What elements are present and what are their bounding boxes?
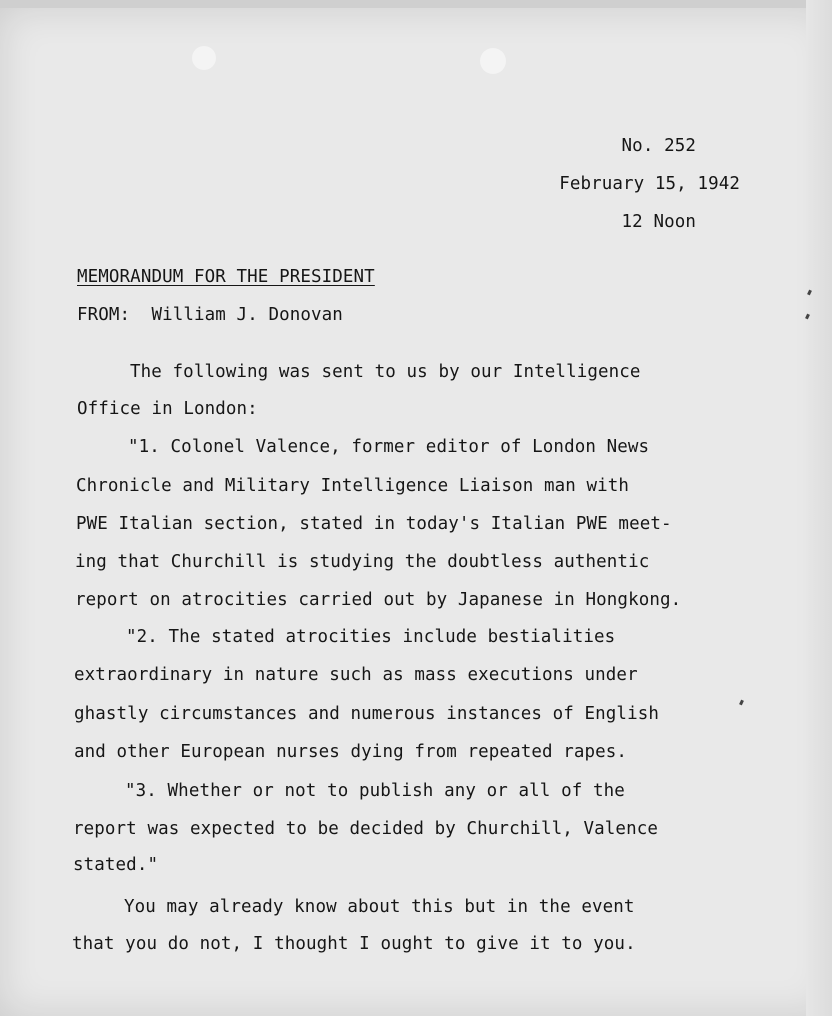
memo-title: MEMORANDUM FOR THE PRESIDENT (77, 267, 375, 287)
body-line: The following was sent to us by our Intelligence (130, 362, 641, 382)
body-line: "3. Whether or not to publish any or all of the (125, 781, 625, 801)
scan-right-edge (806, 0, 832, 1016)
from-line (77, 305, 343, 325)
body-line: PWE Italian section, stated in today's Italian PWE meet- (76, 514, 672, 534)
body-line: that you do not, I thought I ought to give it to you. (72, 934, 636, 954)
body-line: Chronicle and Military Intelligence Liaison man with (76, 476, 630, 496)
from-label: FROM: (77, 305, 131, 325)
paper-blemish (480, 48, 506, 74)
body-line: "1. Colonel Valence, former editor of London News (128, 437, 650, 457)
memo-date: February 15, 1942 (559, 174, 740, 194)
body-line: extraordinary in nature such as mass executions under (74, 665, 638, 685)
body-line: report on atrocities carried out by Japanese in Hongkong. (75, 590, 682, 610)
body-line: ghastly circumstances and numerous instances of English (74, 704, 659, 724)
body-line: You may already know about this but in the event (124, 897, 635, 917)
from-name: William J. Donovan (151, 305, 343, 325)
body-line: "2. The stated atrocities include bestialities (126, 627, 616, 647)
memo-time: 12 Noon (621, 212, 696, 232)
body-line: Office in London: (77, 399, 258, 419)
body-line: ing that Churchill is studying the doubtless authentic (75, 552, 650, 572)
body-line: stated." (73, 855, 159, 875)
memo-number: No. 252 (621, 136, 696, 156)
body-line: report was expected to be decided by Churchill, Valence (73, 819, 658, 839)
body-line: and other European nurses dying from repeated rapes. (74, 742, 628, 762)
paper-blemish (192, 46, 216, 70)
